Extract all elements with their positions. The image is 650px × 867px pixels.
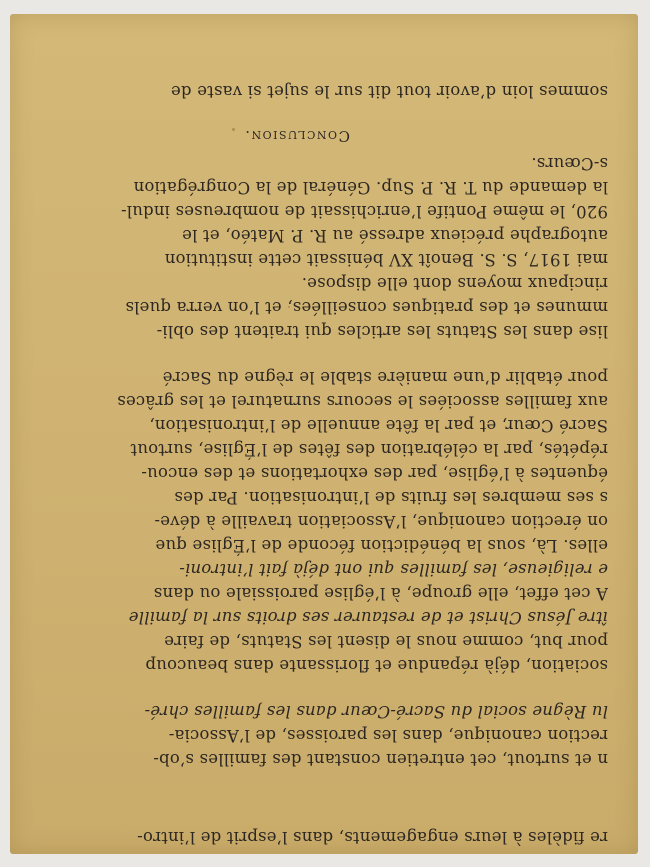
text-line: sociation, déjà répandue et florissante dans beaucoup: [145, 656, 608, 675]
text-line: équentes à l’église, par des exhortations et des encou-: [141, 464, 608, 483]
paper-speck: [236, 238, 238, 240]
text-line: la demande du T. R. P. Sup. Général de la Congrégation: [133, 178, 608, 197]
paper-speck: [232, 128, 235, 131]
text-line: elles. Là, sous la bénédiction féconde de l’Église que: [155, 536, 608, 555]
text-line: rincipaux moyens dont elle dispose.: [301, 274, 608, 293]
text-line: répétés, par la célébration des fêtes de l’Église, surtout: [130, 440, 608, 459]
text-line: sommes loin d’avoir tout dit sur le sujet si vaste de: [170, 82, 608, 101]
text-line: lise dans les Statuts les articles qui traitent des obli-: [156, 322, 608, 341]
text-line: on érection canonique, l’Association travaille à déve-: [154, 512, 608, 531]
text-line: pour but, comme nous le disent les Statuts, de faire: [163, 632, 608, 651]
text-line: re fidèles à leurs engagements, dans l’esprit de l’intro-: [137, 828, 608, 847]
text-line: s-Cœurs.: [531, 154, 608, 173]
text-line: aux familles associées le secours surnaturel et les grâces: [117, 392, 608, 411]
text-line: e religieuse, les familles qui ont déjà fait l’introni-: [179, 560, 608, 579]
text-line: mmunes et des pratiques conseillées, et l’on verra quels: [125, 298, 608, 317]
text-line: lu Règne social du Sacré-Cœur dans les familles chré-: [144, 702, 608, 721]
section-heading: Conclusion.: [243, 127, 350, 145]
text-line: rection canonique, dans les paroisses, de l’Associa-: [168, 726, 608, 745]
text-line: ître Jésus Christ et de restaurer ses droits sur la famille: [128, 608, 608, 627]
paper-speck: [288, 306, 290, 308]
text-line: s ses membres les fruits de l’intronisation. Par des: [174, 488, 608, 507]
text-line: Sacré Cœur, et par la fête annuelle de l’intronisation,: [149, 416, 608, 435]
text-line: mai 1917, S. S. Benoît XV bénissait cette institution: [164, 250, 608, 269]
text-line: 920, le même Pontife l’enrichissait de nombreuses indul-: [120, 202, 608, 221]
text-line: pour établir d’une manière stable le règne du Sacré: [162, 368, 608, 387]
text-line: autographe précieux adressé au R. P. Matéo, et le: [181, 226, 608, 245]
text-line: A cet effet, elle groupe, à l’église paroissiale ou dans: [153, 584, 608, 603]
text-line: n et surtout, cet entretien constant des familles s’ob-: [153, 750, 608, 769]
